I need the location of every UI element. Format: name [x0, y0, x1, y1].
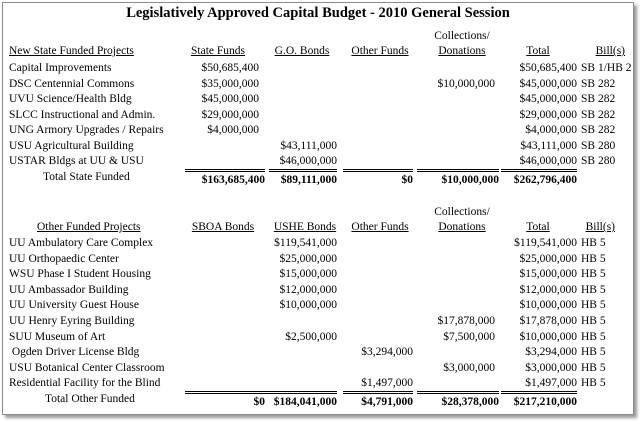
- other-col-bills-head: Bill(s): [585, 221, 615, 233]
- ushe-cell: $12,000,000: [279, 283, 337, 296]
- other-col-ushe-head: USHE Bonds: [273, 221, 337, 233]
- state-total-total: $262,796,400: [501, 169, 577, 187]
- project-name: Ogden Driver License Bldg: [9, 346, 140, 359]
- state-col-other-funds-head: Other Funds: [351, 45, 409, 57]
- state-total-state-funds: $163,685,400: [185, 169, 265, 187]
- page-title: Legislatively Approved Capital Budget - 2010 General Session: [126, 5, 510, 21]
- ushe-cell: $25,000,000: [279, 252, 337, 265]
- other-total-ushe: $184,041,000: [265, 391, 337, 409]
- state-col-donations-head-1: Collections/: [434, 30, 490, 42]
- other-col-other-funds-head: Other Funds: [351, 221, 409, 233]
- bill-cell: SB 280: [581, 155, 616, 167]
- bill-cell: HB 5: [581, 268, 606, 281]
- other-funds-cell: $3,294,000: [361, 346, 413, 359]
- total-cell: $1,497,000: [525, 377, 577, 390]
- other-total-label: Total Other Funded: [45, 393, 135, 405]
- state-funds-cell: $4,000,000: [207, 124, 259, 136]
- bill-cell: HB 5: [581, 252, 606, 265]
- bill-cell: SB 282: [581, 124, 616, 136]
- total-cell: $10,000,000: [519, 330, 577, 343]
- total-cell: $4,000,000: [525, 124, 577, 136]
- project-name: UU Orthopaedic Center: [9, 252, 119, 265]
- state-col-total-head: Total: [526, 45, 550, 57]
- other-total-donations: $28,378,000: [417, 391, 499, 409]
- state-col-donations-head-2: Donations: [438, 45, 486, 57]
- state-total-label: Total State Funded: [43, 171, 130, 183]
- state-col-project-head: New State Funded Projects: [9, 45, 134, 57]
- bill-cell: SB 282: [581, 77, 616, 90]
- bill-cell: HB 5: [581, 283, 606, 296]
- state-col-state-funds-head: State Funds: [191, 45, 245, 57]
- total-cell: $3,000,000: [525, 361, 577, 374]
- project-name: DSC Centennial Commons: [9, 77, 135, 90]
- bill-cell: HB 5: [581, 315, 606, 327]
- bill-cell: HB 5: [581, 361, 606, 374]
- bill-cell: SB 280: [581, 139, 616, 152]
- total-cell: $46,000,000: [519, 155, 577, 167]
- donations-cell: $10,000,000: [437, 77, 495, 90]
- other-total-other-funds: $4,791,000: [343, 391, 413, 409]
- go-bonds-cell: $46,000,000: [279, 155, 337, 167]
- state-total-go-bonds: $89,111,000: [269, 169, 337, 187]
- project-name: UU Ambassador Building: [9, 283, 129, 296]
- total-cell: $45,000,000: [519, 77, 577, 90]
- ushe-cell: $2,500,000: [285, 330, 337, 343]
- other-total-total: $217,210,000: [501, 391, 577, 409]
- other-col-project-head: Other Funded Projects: [37, 221, 141, 233]
- total-cell: $45,000,000: [519, 93, 577, 105]
- budget-sheet: [2, 2, 634, 415]
- state-funds-cell: $35,000,000: [201, 77, 259, 90]
- total-cell: $43,111,000: [520, 139, 577, 152]
- project-name: UU Ambulatory Care Complex: [9, 237, 154, 249]
- project-name: UU University Guest House: [9, 299, 139, 312]
- other-col-sboa-head: SBOA Bonds: [191, 221, 255, 233]
- bill-cell: HB 5: [581, 346, 606, 359]
- total-cell: $119,541,000: [514, 237, 577, 249]
- other-funds-cell: $1,497,000: [361, 377, 413, 390]
- total-cell: $10,000,000: [519, 299, 577, 312]
- bill-cell: HB 5: [581, 299, 606, 312]
- total-cell: $3,294,000: [525, 346, 577, 359]
- ushe-cell: $119,541,000: [274, 237, 337, 249]
- state-total-other-funds: $0: [343, 169, 413, 187]
- other-col-donations-head-2: Donations: [438, 221, 486, 233]
- other-total-sboa: $0: [185, 391, 265, 409]
- bill-cell: SB 282: [581, 93, 616, 105]
- ushe-cell: $10,000,000: [279, 299, 337, 312]
- project-name: USU Agricultural Building: [9, 139, 134, 152]
- bill-cell: SB 282: [581, 108, 616, 121]
- total-cell: $17,878,000: [519, 315, 577, 327]
- go-bonds-cell: $43,111,000: [280, 139, 337, 152]
- total-cell: $25,000,000: [519, 252, 577, 265]
- state-funds-cell: $29,000,000: [201, 108, 259, 121]
- project-name: UVU Science/Health Bldg: [9, 93, 132, 105]
- state-funds-cell: $45,000,000: [201, 93, 259, 105]
- project-name: UU Henry Eyring Building: [9, 315, 135, 327]
- project-name: UNG Armory Upgrades / Repairs: [9, 124, 164, 136]
- ushe-cell: $15,000,000: [279, 268, 337, 281]
- project-name: WSU Phase I Student Housing: [9, 268, 151, 281]
- project-name: SLCC Instructional and Admin.: [9, 108, 156, 121]
- other-col-total-head: Total: [526, 221, 550, 233]
- bill-cell: SB 1/HB 2: [581, 62, 632, 74]
- total-cell: $12,000,000: [519, 283, 577, 296]
- project-name: Capital Improvements: [9, 62, 112, 74]
- other-col-donations-head-1: Collections/: [434, 206, 490, 218]
- total-cell: $50,685,400: [519, 62, 577, 74]
- project-name: USTAR Bldgs at UU & USU: [9, 155, 144, 167]
- total-cell: $29,000,000: [519, 108, 577, 121]
- project-name: USU Botanical Center Classroom: [9, 361, 165, 374]
- bill-cell: HB 5: [581, 330, 606, 343]
- total-cell: $15,000,000: [519, 268, 577, 281]
- donations-cell: $17,878,000: [437, 315, 495, 327]
- state-col-go-bonds-head: G.O. Bonds: [274, 45, 330, 57]
- state-funds-cell: $50,685,400: [201, 62, 259, 74]
- bill-cell: HB 5: [581, 237, 606, 249]
- state-col-bills-head: Bill(s): [595, 45, 625, 57]
- project-name: Residential Facility for the Blind: [9, 377, 161, 390]
- state-total-donations: $10,000,000: [417, 169, 499, 187]
- bill-cell: HB 5: [581, 377, 606, 390]
- donations-cell: $7,500,000: [443, 330, 495, 343]
- donations-cell: $3,000,000: [443, 361, 495, 374]
- project-name: SUU Museum of Art: [9, 330, 106, 343]
